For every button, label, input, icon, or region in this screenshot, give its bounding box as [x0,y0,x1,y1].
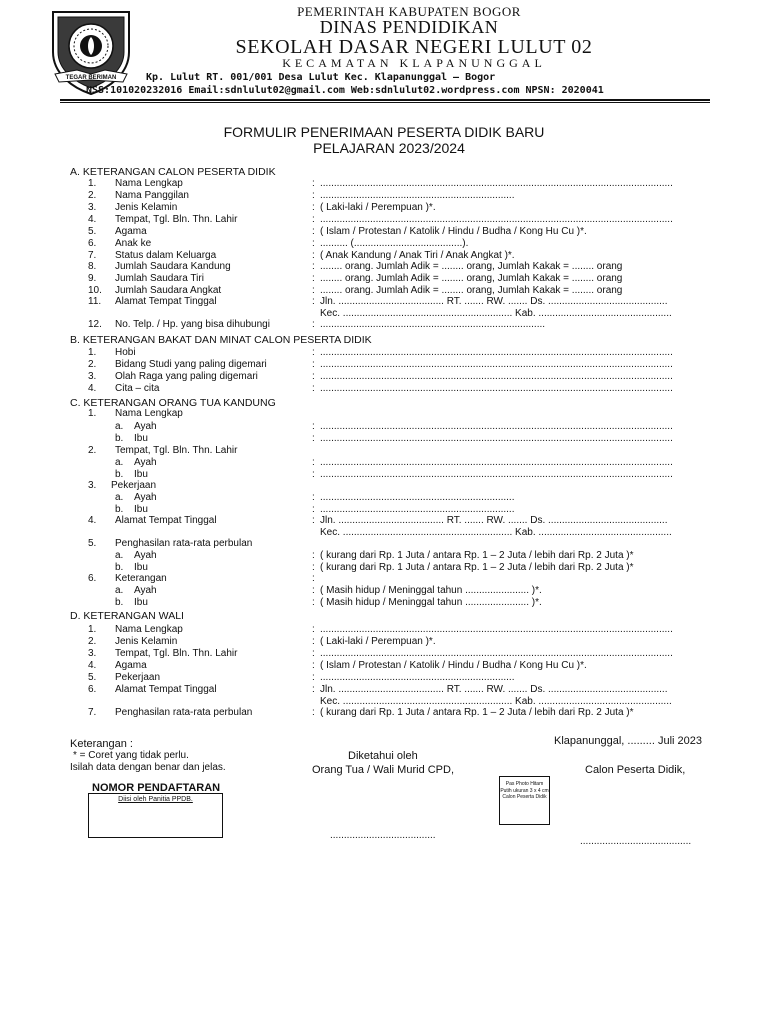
row-number: b. [115,433,124,444]
row-label: Pekerjaan [111,480,157,491]
row-value-field[interactable]: ( Laki-laki / Perempuan )*. [320,202,436,213]
row-colon: : [312,672,315,683]
row-colon: : [312,648,315,659]
row-number: 10. [88,285,102,296]
row-number: b. [115,469,124,480]
row-value-field-continued[interactable]: Kec. ............................................................. Kab. ................................................ [320,308,672,319]
row-label: Jumlah Saudara Tiri [115,273,204,284]
row-value-field[interactable]: ( Masih hidup / Meninggal tahun ....................... )*. [320,597,542,608]
row-label: Tempat, Tgl. Bln. Thn. Lahir [115,214,238,225]
row-label: Nama Lengkap [115,408,183,419]
row-number: 7. [88,707,97,718]
row-number: 5. [88,538,97,549]
parent-signature-label: Orang Tua / Wali Murid CPD, [312,764,455,776]
row-value-field[interactable]: ............................................................................................................................... [320,469,673,480]
row-label: Pekerjaan [115,672,161,683]
row-label: Keterangan [115,573,167,584]
row-label: Bidang Studi yang paling digemari [115,359,267,370]
row-number: a. [115,492,124,503]
row-colon: : [312,433,315,444]
registration-number-hint: Diisi oleh Panitia PPDB. [118,796,193,803]
row-number: 11. [88,296,102,307]
registration-number-box[interactable] [88,793,223,838]
row-number: 5. [88,226,97,237]
row-number: a. [115,457,124,468]
row-value-field[interactable]: ...................................................................... [320,504,515,515]
registration-number-label: NOMOR PENDAFTARAN [92,782,221,794]
row-colon: : [312,250,315,261]
row-colon: : [312,319,315,330]
row-value-field[interactable]: ........ orang. Jumlah Adik = ........ orang, Jumlah Kakak = ........ orang [320,273,623,284]
row-number: 12. [88,319,102,330]
row-colon: : [312,469,315,480]
form-title: FORMULIR PENERIMAAN PESERTA DIDIK BARU [223,124,545,140]
row-label: Nama Panggilan [115,190,189,201]
row-number: 1. [88,347,97,358]
letterhead-rule-thin [60,102,710,103]
row-colon: : [312,273,315,284]
note-fill-clearly: Isilah data dengan benar dan jelas. [70,762,226,773]
row-number: 3. [88,648,97,659]
row-colon: : [312,624,315,635]
row-value-field[interactable]: ...................................................................... [320,492,515,503]
row-value-field[interactable]: ................................................................................. [320,319,546,330]
row-colon: : [312,457,315,468]
row-value-field[interactable]: ............................................................................................................................... [320,178,673,189]
row-number: 5. [88,672,97,683]
row-value-field[interactable]: ( kurang dari Rp. 1 Juta / antara Rp. 1 – 2 Juta / lebih dari Rp. 2 Juta )* [320,707,634,718]
row-value-field[interactable]: ( Laki-laki / Perempuan )*. [320,636,436,647]
row-label: Alamat Tempat Tinggal [115,684,217,695]
row-label: Hobi [115,347,136,358]
row-label: Cita – cita [115,383,160,394]
row-label: Alamat Tempat Tinggal [115,296,217,307]
section-c-heading: C. KETERANGAN ORANG TUA KANDUNG [70,397,276,409]
row-number: b. [115,562,124,573]
row-label: Penghasilan rata-rata perbulan [115,707,253,718]
row-number: 3. [88,480,97,491]
row-label: Agama [115,226,147,237]
note-strike: * = Coret yang tidak perlu. [73,750,189,761]
row-value-field[interactable]: ............................................................................................................................... [320,648,673,659]
row-colon: : [312,636,315,647]
row-label: Ayah [134,457,157,468]
letterhead-district: KECAMATAN KLAPANUNGGAL [282,56,546,70]
row-label: Tempat, Tgl. Bln. Thn. Lahir [115,648,238,659]
row-colon: : [312,421,315,432]
row-value-field[interactable]: ( Masih hidup / Meninggal tahun ....................... )*. [320,585,542,596]
row-label: Alamat Tempat Tinggal [115,515,217,526]
row-number: a. [115,550,124,561]
row-value-field[interactable]: ............................................................................................................................... [320,624,673,635]
logo-motto: TEGAR BERIMAN [65,75,117,81]
row-colon: : [312,202,315,213]
section-a-heading: A. KETERANGAN CALON PESERTA DIDIK [70,166,276,178]
row-colon: : [312,238,315,249]
row-colon: : [312,707,315,718]
row-number: 9. [88,273,97,284]
row-value-field[interactable]: ( kurang dari Rp. 1 Juta / antara Rp. 1 – 2 Juta / lebih dari Rp. 2 Juta )* [320,562,634,573]
letterhead-agency: DINAS PENDIDIKAN [319,17,499,37]
row-colon: : [312,296,315,307]
row-colon: : [312,515,315,526]
row-value-field-continued[interactable]: Kec. ............................................................. Kab. ................................................ [320,527,672,538]
row-colon: : [312,684,315,695]
row-value-field[interactable]: ...................................................................... [320,190,515,201]
row-colon: : [312,383,315,394]
row-number: 6. [88,573,97,584]
row-number: a. [115,585,124,596]
row-number: 4. [88,214,97,225]
row-value-field[interactable]: ............................................................................................................................... [320,383,673,394]
row-number: b. [115,504,124,515]
row-colon: : [312,562,315,573]
row-number: 6. [88,238,97,249]
row-number: 1. [88,624,97,635]
row-colon: : [312,371,315,382]
row-colon: : [312,492,315,503]
letterhead-government: PEMERINTAH KABUPATEN BOGOR [297,4,521,19]
row-colon: : [312,347,315,358]
row-label: Jenis Kelamin [115,636,178,647]
row-number: 8. [88,261,97,272]
row-number: 6. [88,684,97,695]
row-value-field[interactable]: ............................................................................................................................... [320,371,673,382]
row-colon: : [312,573,315,584]
row-number: 3. [88,371,97,382]
notes-label: Keterangan : [70,738,133,750]
letterhead-contact: NSS:101020232016 Email:sdnlulut02@gmail.com Web:sdnlulut02.wordpress.com NPSN: 2020041 [86,85,604,96]
row-label: Penghasilan rata-rata perbulan [115,538,253,549]
photo-box[interactable] [499,776,550,825]
row-number: 7. [88,250,97,261]
row-value-field[interactable]: Jln. ...................................... RT. ....... RW. ....... Ds. ........................................... [320,684,668,695]
row-colon: : [312,214,315,225]
row-label: Nama Lengkap [115,178,183,189]
row-label: Jumlah Saudara Kandung [115,261,231,272]
row-label: Ibu [134,504,148,515]
acknowledged-by: Diketahui oleh [348,750,418,762]
row-value-field[interactable]: ............................................................................................................................... [320,457,673,468]
row-label: Status dalam Keluarga [115,250,217,261]
row-value-field[interactable]: ...................................................................... [320,672,515,683]
student-signature-line: ........................................ [580,836,692,847]
row-label: Ayah [134,585,157,596]
row-label: Ayah [134,492,157,503]
row-number: 4. [88,515,97,526]
row-colon: : [312,597,315,608]
row-number: 2. [88,636,97,647]
row-value-field[interactable]: ............................................................................................................................... [320,347,673,358]
form-subtitle: PELAJARAN 2023/2024 [313,140,465,156]
row-number: 2. [88,359,97,370]
row-colon: : [312,226,315,237]
row-label: Jumlah Saudara Angkat [115,285,222,296]
row-label: Ibu [134,433,148,444]
row-label: Ayah [134,421,157,432]
row-number: 3. [88,202,97,213]
row-value-field[interactable]: Jln. ...................................... RT. ....... RW. ....... Ds. ........................................... [320,515,668,526]
row-colon: : [312,190,315,201]
row-number: 4. [88,660,97,671]
row-label: Tempat, Tgl. Bln. Thn. Lahir [115,445,238,456]
row-value-field[interactable]: Jln. ...................................... RT. ....... RW. ....... Ds. ........................................... [320,296,668,307]
row-colon: : [312,504,315,515]
row-label: Jenis Kelamin [115,202,178,213]
row-value-field[interactable]: ............................................................................................................................... [320,359,673,370]
row-value-field[interactable]: ............................................................................................................................... [320,433,673,444]
row-label: Anak ke [115,238,152,249]
row-value-field[interactable]: ( Islam / Protestan / Katolik / Hindu / Budha / Kong Hu Cu )*. [320,226,587,237]
letterhead-school-name: SEKOLAH DASAR NEGERI LULUT 02 [235,36,593,58]
student-signature-label: Calon Peserta Didik, [585,764,686,776]
photo-box-instructions: Pas Photo Hitam Putih ukuran 3 x 4 cm Calon Peserta Didik [500,781,549,800]
row-colon: : [312,660,315,671]
row-colon: : [312,359,315,370]
row-value-field[interactable]: ............................................................................................................................... [320,421,673,432]
row-label: No. Telp. / Hp. yang bisa dihubungi [115,319,270,330]
row-label: Ibu [134,562,148,573]
row-value-field[interactable]: ............................................................................................................................... [320,214,673,225]
letterhead-address: Kp. Lulut RT. 001/001 Desa Lulut Kec. Klapanunggal – Bogor [146,72,496,83]
row-value-field[interactable]: ( Anak Kandung / Anak Tiri / Anak Angkat )*. [320,250,515,261]
row-number: 1. [88,178,97,189]
section-b-heading: B. KETERANGAN BAKAT DAN MINAT CALON PESERTA DIDIK [70,334,372,346]
place-date: Klapanunggal, ......... Juli 2023 [554,735,702,747]
section-d-heading: D. KETERANGAN WALI [70,610,184,622]
row-label: Agama [115,660,147,671]
row-number: a. [115,421,124,432]
row-colon: : [312,285,315,296]
row-colon: : [312,261,315,272]
row-value-field[interactable]: ( kurang dari Rp. 1 Juta / antara Rp. 1 – 2 Juta / lebih dari Rp. 2 Juta )* [320,550,634,561]
row-colon: : [312,178,315,189]
row-number: 1. [88,408,97,419]
row-number: 4. [88,383,97,394]
row-value-field[interactable]: ........ orang. Jumlah Adik = ........ orang, Jumlah Kakak = ........ orang [320,285,623,296]
parent-signature-line: ...................................... [330,830,436,841]
row-label: Ibu [134,597,148,608]
row-label: Nama Lengkap [115,624,183,635]
row-value-field[interactable]: .......... (.......................................). [320,238,469,249]
row-label: Ayah [134,550,157,561]
row-label: Ibu [134,469,148,480]
row-value-field-continued[interactable]: Kec. ............................................................. Kab. ................................................ [320,696,672,707]
row-value-field[interactable]: ( Islam / Protestan / Katolik / Hindu / Budha / Kong Hu Cu )*. [320,660,587,671]
row-value-field[interactable]: ........ orang. Jumlah Adik = ........ orang, Jumlah Kakak = ........ orang [320,261,623,272]
row-number: 2. [88,445,97,456]
row-colon: : [312,550,315,561]
row-colon: : [312,585,315,596]
row-label: Olah Raga yang paling digemari [115,371,258,382]
row-number: 2. [88,190,97,201]
letterhead-rule [60,99,710,101]
row-number: b. [115,597,124,608]
